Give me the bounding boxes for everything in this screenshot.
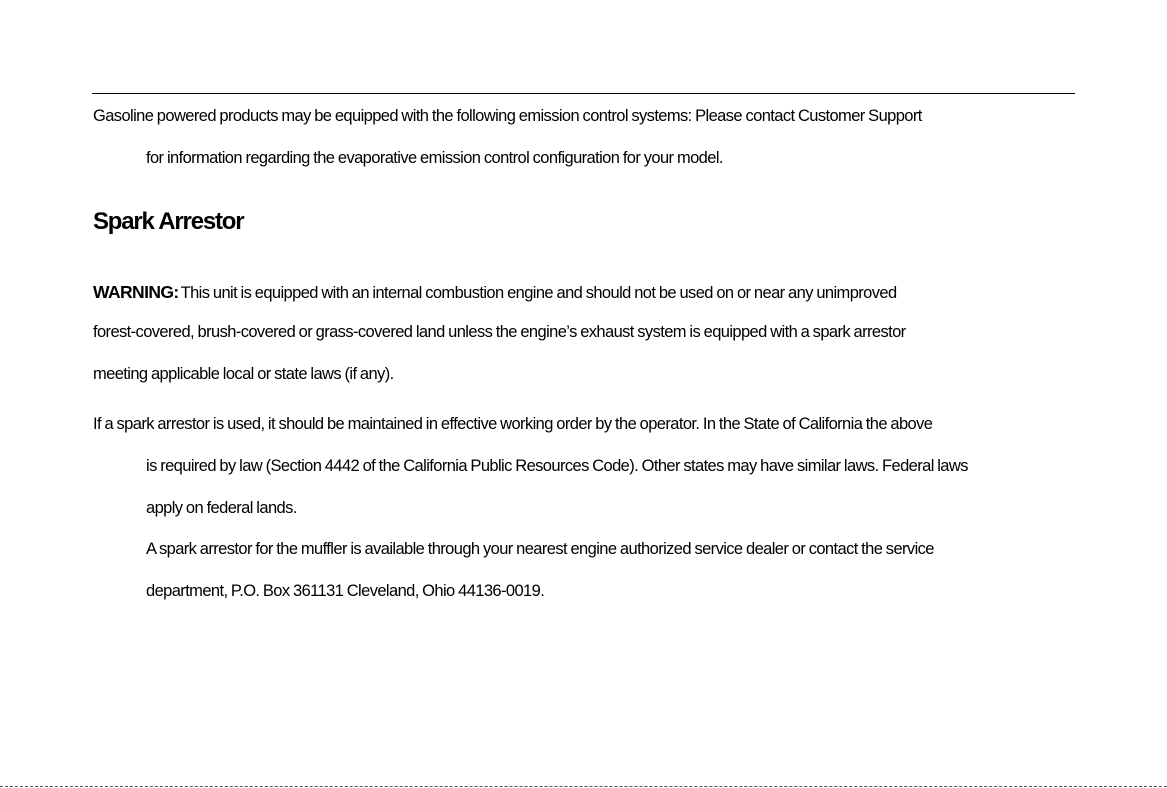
intro-line-2: for information regarding the evaporative emission control configuration for your model. bbox=[146, 149, 723, 167]
header-rule bbox=[92, 93, 1075, 94]
warning-text-1: This unit is equipped with an internal combustion engine and should not be used on or near any unimproved bbox=[180, 284, 897, 302]
section-heading: Spark Arrestor bbox=[93, 208, 244, 235]
paragraph-line-5: department, P.O. Box 361131 Cleveland, Ohio 44136-0019. bbox=[146, 582, 545, 600]
warning-line-2: forest-covered, brush-covered or grass-covered land unless the engine’s exhaust system is equipped with a spark arrestor bbox=[93, 323, 906, 341]
warning-line-1 bbox=[93, 282, 897, 303]
paragraph-line-2: is required by law (Section 4442 of the California Public Resources Code). Other states may have similar laws. Federal laws bbox=[146, 457, 968, 475]
intro-line-1: Gasoline powered products may be equipped with the following emission control systems: Please contact Customer Support bbox=[93, 107, 922, 125]
footer-rule bbox=[0, 786, 1167, 787]
warning-label: WARNING: bbox=[93, 282, 179, 302]
paragraph-line-4: A spark arrestor for the muffler is available through your nearest engine authorized service dealer or contact the service bbox=[146, 540, 934, 558]
warning-line-3: meeting applicable local or state laws (if any). bbox=[93, 365, 394, 383]
paragraph-line-3: apply on federal lands. bbox=[146, 499, 297, 517]
paragraph-line-1: If a spark arrestor is used, it should be maintained in effective working order by the operator. In the State of California the above bbox=[93, 415, 933, 433]
